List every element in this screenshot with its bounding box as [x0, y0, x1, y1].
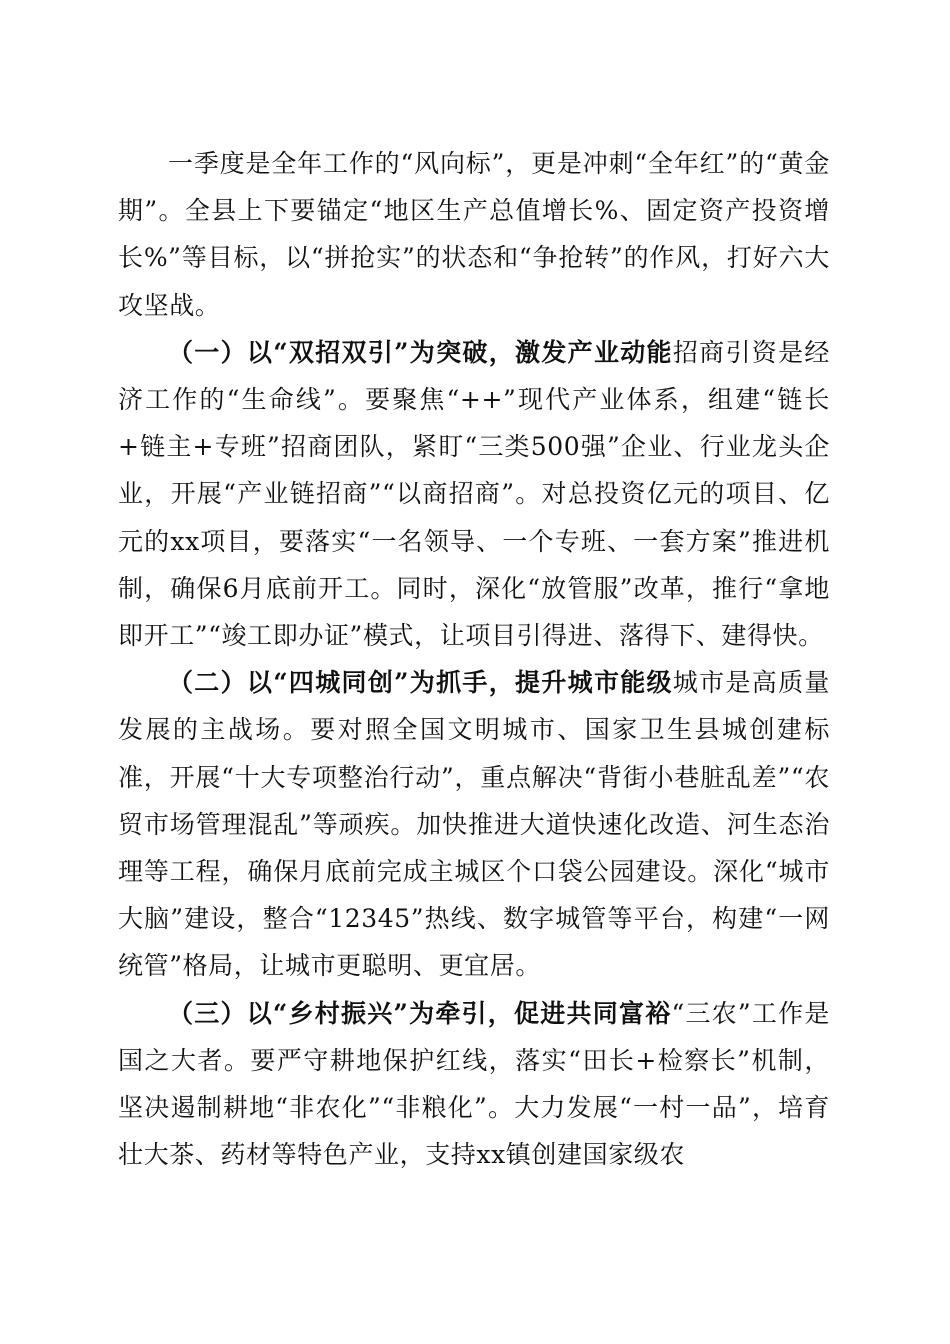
- section-1-paragraph: [118, 329, 830, 659]
- paragraph-body: 城市是高质量发展的主战场。要对照全国文明城市、国家卫生县城创建标准，开展“十大专项整治行动”，重点解决“背街小巷脏乱差”“农贸市场管理混乱”等顽疾。加快推进大道快速化改造、河生态治理等工程，确保月底前完成主城区个口袋公园建设。深化“城市大脑”建设，整合“12345”热线、数字城管等平台，构建“一网统管”格局，让城市更聪明、更宜居。: [118, 668, 831, 981]
- section-heading: （一）以“双招双引”为突破，激发产业动能: [168, 337, 673, 367]
- paragraph-body: “三农”工作是国之大者。要严守耕地保护红线，落实“田长+检察长”机制，坚决遏制耕地“非农化”“非粮化”。大力发展“一村一品”，培育壮大茶、药材等特色产业，支持xx镇创建国家级农: [118, 998, 831, 1170]
- section-heading: （二）以“四城同创”为抓手，提升城市能级: [168, 668, 673, 698]
- section-3-paragraph: [118, 990, 830, 1179]
- section-2-paragraph: [118, 659, 830, 989]
- intro-paragraph: [118, 140, 830, 329]
- document-body: [118, 140, 830, 1178]
- section-heading: （三）以“乡村振兴”为牵引，促进共同富裕: [168, 998, 672, 1028]
- paragraph-body: 一季度是全年工作的“风向标”，更是冲刺“全年红”的“黄金期”。全县上下要锚定“地区生产总值增长%、固定资产投资增长%”等目标，以“拼抢实”的状态和“争抢转”的作风，打好六大攻坚战。: [118, 149, 830, 320]
- paragraph-body: 招商引资是经济工作的“生命线”。要聚焦“++”现代产业体系，组建“链长+链主+专班”招商团队，紧盯“三类500强”企业、行业龙头企业，开展“产业链招商”“以商招商”。对总投资亿元的项目、亿元的xx项目，要落实“一名领导、一个专班、一套方案”推进机制，确保6月底前开工。同时，深化“放管服”改革，推行“拿地即开工”“竣工即办证”模式，让项目引得进、落得下、建得快。: [118, 337, 831, 651]
